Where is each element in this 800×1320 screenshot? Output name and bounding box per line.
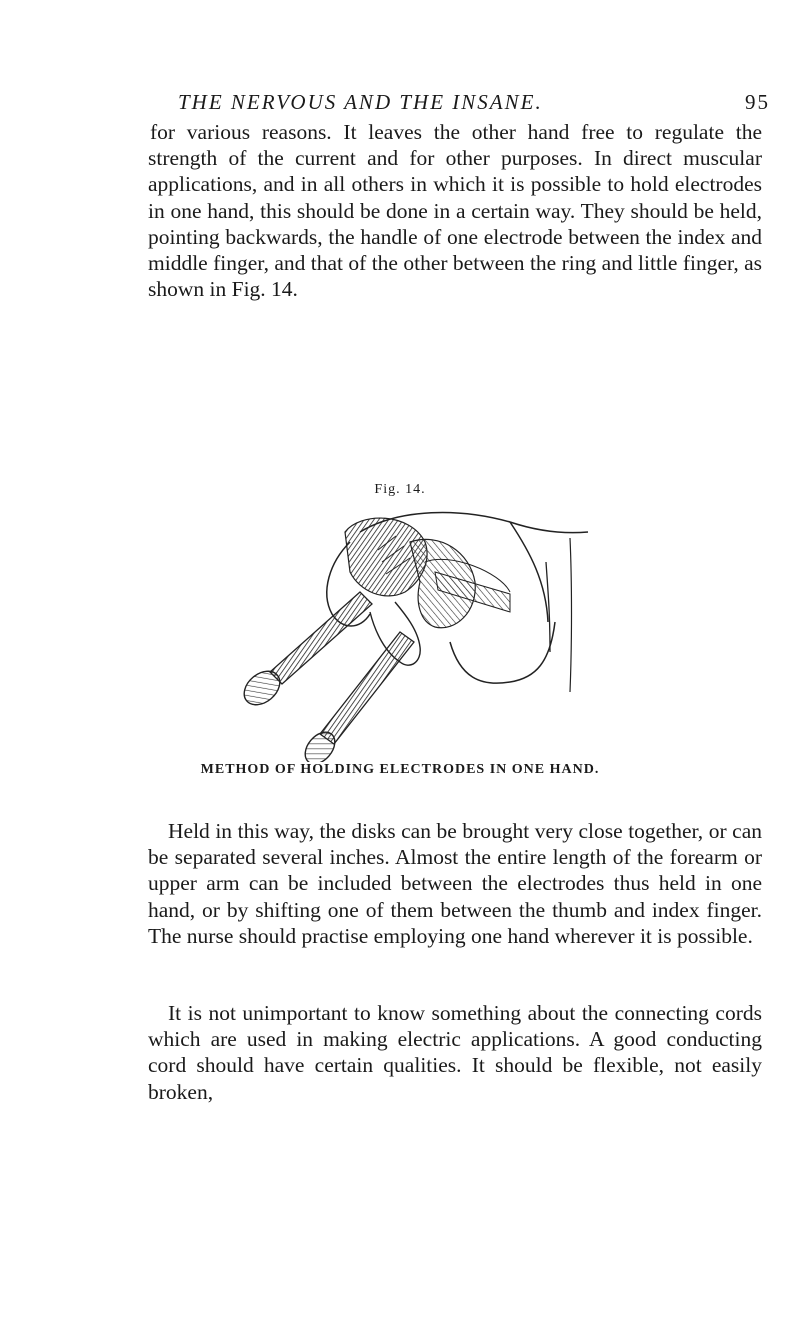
running-title: THE NERVOUS AND THE INSANE. xyxy=(178,90,543,114)
hand-electrodes-illustration xyxy=(210,502,610,762)
figure-caption: METHOD OF HOLDING ELECTRODES IN ONE HAND. xyxy=(200,762,600,777)
figure-label: Fig. 14. xyxy=(374,482,426,497)
paragraph-3: It is not unimportant to know something about the connecting cords which are used in making electric applications. A good conducting cord should have certain qualities. It should be flexible, not easily broken, xyxy=(148,1001,762,1104)
page-number: 95 xyxy=(745,90,770,114)
paragraph-2: Held in this way, the disks can be brought very close together, or can be separated several inches. Almost the entire length of the forearm or upper arm can be included between the electrodes thus held in one hand, or by shifting one of them between the thumb and index finger. The nurse should practise employing one hand wherever it is possible. xyxy=(148,819,762,948)
paragraph-1: for various reasons. It leaves the other hand free to regulate the strength of the current and for other purposes. In direct muscular applications, and in all others in which it is possible to hold electrodes in one hand, this should be done in a certain way. They should be held, pointing backwards, the handle of one electrode between the index and middle finger, and that of the other between the ring and little finger, as shown in Fig. 14. xyxy=(148,120,762,302)
